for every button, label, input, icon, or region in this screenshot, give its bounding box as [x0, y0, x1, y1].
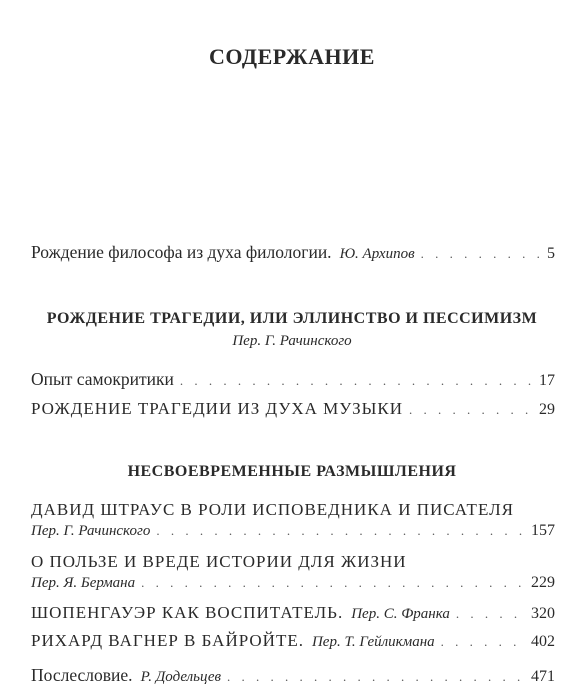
toc-entry-birth-of-tragedy[interactable]	[31, 399, 555, 419]
dot-leader	[456, 606, 525, 622]
entry-translator: Пер. Г. Рачинского	[31, 523, 151, 539]
dot-leader	[421, 246, 541, 262]
page-title: СОДЕРЖАНИЕ	[209, 44, 375, 69]
entry-title: РИХАРД ВАГНЕР В БАЙРОЙТЕ.	[31, 631, 304, 650]
entry-title: ШОПЕНГАУЭР КАК ВОСПИТАТЕЛЬ.	[31, 603, 344, 622]
entry-translator: Пер. Т. Гейликмана	[311, 634, 435, 650]
section-translator: Пер. Г. Рачинского	[232, 333, 352, 349]
toc-entry-intro[interactable]	[31, 242, 555, 263]
toc-entry-schopenhauer[interactable]	[31, 603, 555, 623]
toc-entry-wagner[interactable]	[31, 631, 555, 651]
entry-title: Рождение философа из духа филологии.	[31, 242, 332, 262]
entry-title: ДАВИД ШТРАУС В РОЛИ ИСПОВЕДНИКА И ПИСАТЕЛЯ	[31, 500, 514, 519]
entry-author: Ю. Архипов	[339, 246, 415, 262]
entry-page-number: 17	[539, 372, 555, 389]
entry-page-number: 229	[531, 574, 555, 591]
entry-second-line	[31, 522, 555, 540]
entry-page-number: 29	[539, 401, 555, 418]
dot-leader	[156, 523, 525, 539]
entry-translator: Пер. Я. Бермана	[31, 575, 136, 591]
entry-page-number: 157	[531, 522, 555, 539]
section-heading-birth-of-tragedy: РОЖДЕНИЕ ТРАГЕДИИ, ИЛИ ЭЛЛИНСТВО И ПЕССИМИЗМ	[46, 310, 538, 327]
toc-entry-self-criticism[interactable]	[31, 369, 555, 390]
section-heading-untimely-meditations: НЕСВОЕВРЕМЕННЫЕ РАЗМЫШЛЕНИЯ	[127, 463, 457, 480]
dot-leader	[441, 634, 525, 650]
dot-leader	[409, 402, 533, 418]
toc-entry-afterword[interactable]	[31, 665, 555, 686]
entry-title: Послесловие.	[31, 665, 133, 685]
dot-leader	[141, 575, 525, 591]
entry-page-number: 402	[531, 633, 555, 650]
entry-author: Р. Додельцев	[140, 669, 222, 685]
dot-leader	[227, 669, 525, 685]
entry-title: О ПОЛЬЗЕ И ВРЕДЕ ИСТОРИИ ДЛЯ ЖИЗНИ	[31, 552, 407, 571]
entry-translator: Пер. С. Франка	[351, 606, 450, 622]
entry-page-number: 320	[531, 605, 555, 622]
dot-leader	[180, 373, 533, 389]
entry-page-number: 5	[547, 245, 555, 262]
entry-title: Опыт самокритики	[31, 369, 174, 389]
entry-second-line	[31, 574, 555, 592]
entry-title: РОЖДЕНИЕ ТРАГЕДИИ ИЗ ДУХА МУЗЫКИ	[31, 399, 404, 418]
entry-page-number: 471	[531, 668, 555, 685]
